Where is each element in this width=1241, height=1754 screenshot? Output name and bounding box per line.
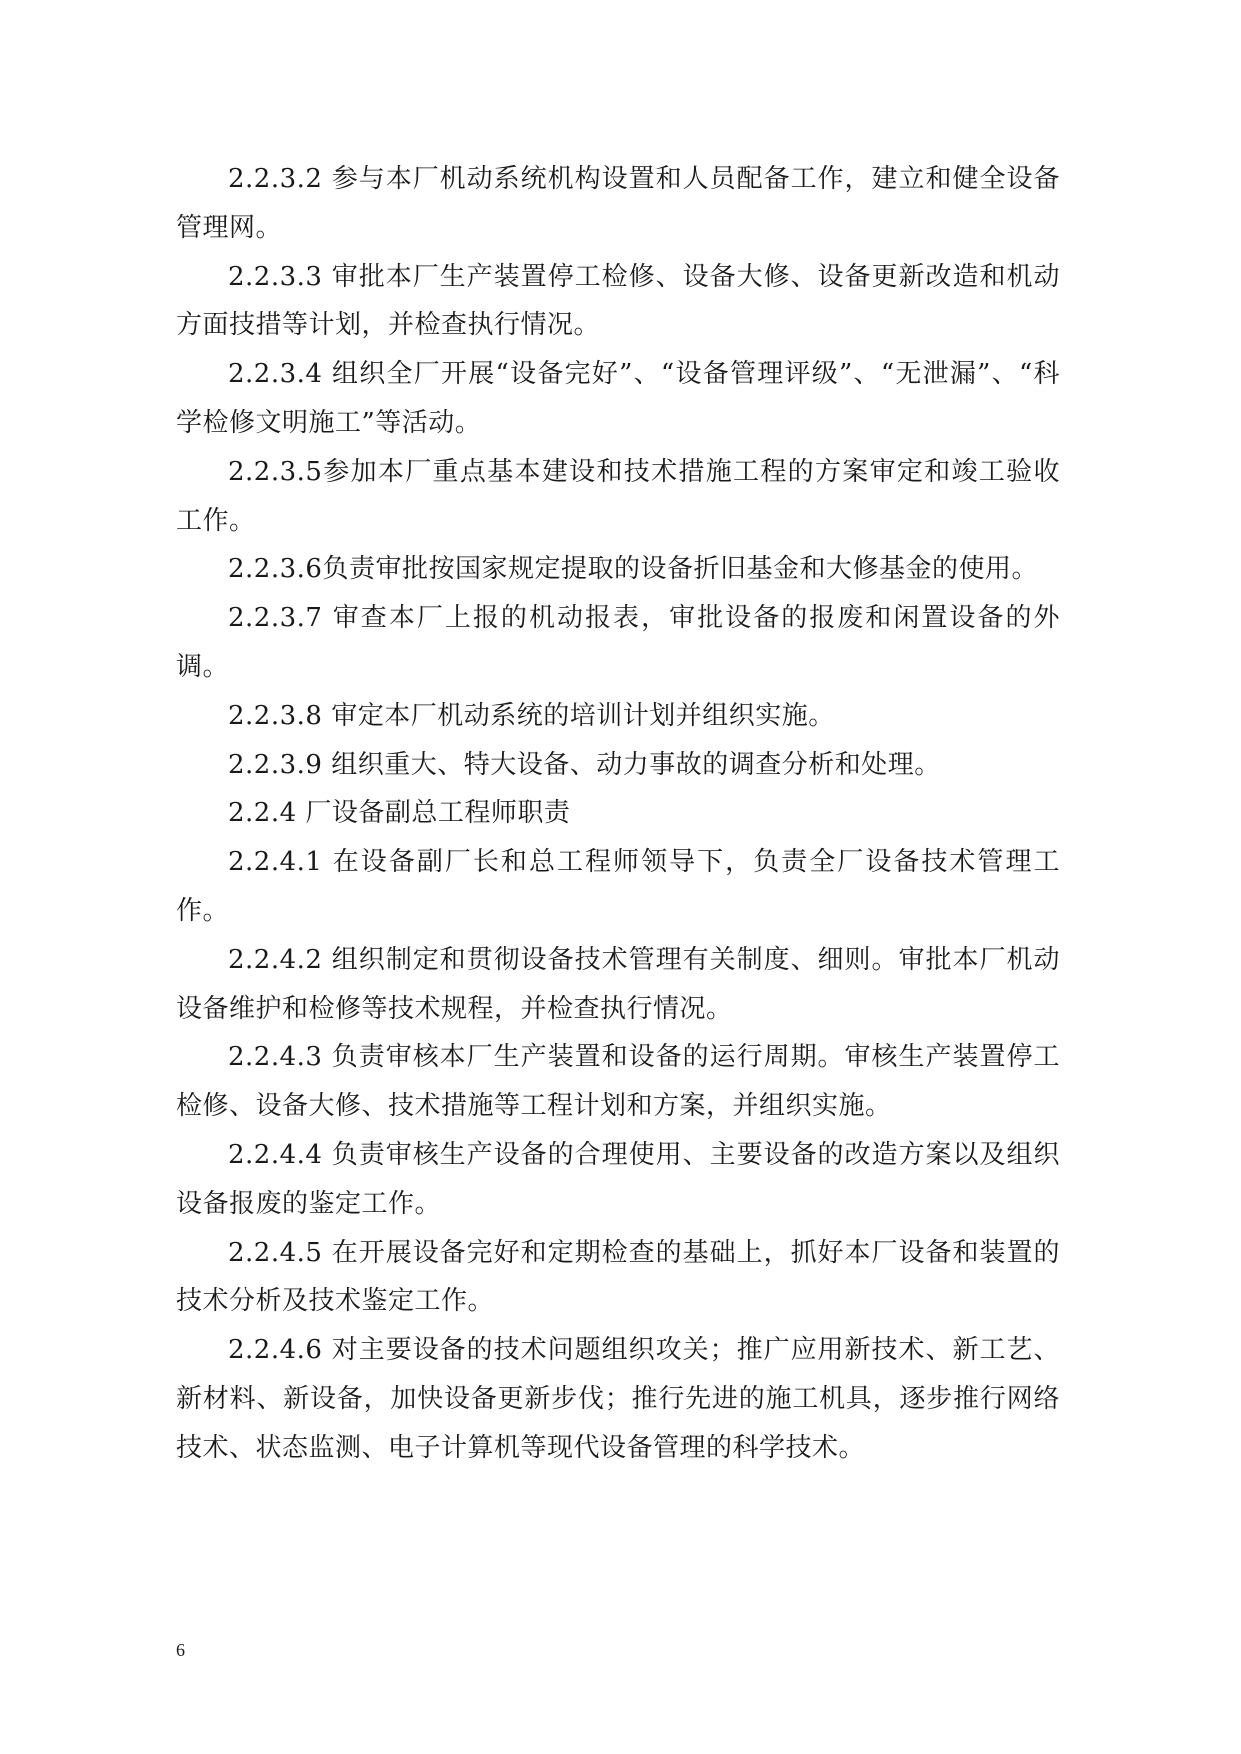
paragraph-2-2-4-2: 2.2.4.2 组织制定和贯彻设备技术管理有关制度、细则。审批本厂机动设备维护和检修等技术规程，并检查执行情况。 (176, 944, 1060, 1024)
paragraph-2-2-3-8: 2.2.3.8 审定本厂机动系统的培训计划并组织实施。 (228, 700, 835, 731)
paragraph-2-2-3-7: 2.2.3.7 审查本厂上报的机动报表，审批设备的报废和闲置设备的外调。 (176, 603, 1060, 682)
paragraph-2-2-3-5: 2.2.3.5参加本厂重点基本建设和技术措施工程的方案审定和竣工验收工作。 (176, 456, 1060, 536)
paragraph-2-2-3-9: 2.2.3.9 组织重大、特大设备、动力事故的调查分析和处理。 (228, 749, 941, 780)
section-heading-2-2-4: 2.2.4 厂设备副总工程师职责 (228, 798, 571, 829)
document-body (176, 155, 1060, 1473)
paragraph-2-2-4-4: 2.2.4.4 负责审核生产设备的合理使用、主要设备的改造方案以及组织设备报废的鉴定工作。 (176, 1139, 1060, 1219)
paragraph-2-2-4-1: 2.2.4.1 在设备副厂长和总工程师领导下，负责全厂设备技术管理工作。 (176, 847, 1060, 926)
paragraph-2-2-4-3: 2.2.4.3 负责审核本厂生产装置和设备的运行周期。审核生产装置停工检修、设备大修、技术措施等工程计划和方案，并组织实施。 (176, 1042, 1060, 1122)
paragraph-2-2-4-6: 2.2.4.6 对主要设备的技术问题组织攻关；推广应用新技术、新工艺、新材料、新设备，加快设备更新步伐；推行先进的施工机具，逐步推行网络技术、状态监测、电子计算机等现代设备管理的科学技术。 (176, 1335, 1060, 1463)
paragraph-2-2-4-5: 2.2.4.5 在开展设备完好和定期检查的基础上，抓好本厂设备和装置的技术分析及技术鉴定工作。 (176, 1237, 1060, 1317)
paragraph-2-2-3-2: 2.2.3.2 参与本厂机动系统机构设置和人员配备工作，建立和健全设备管理网。 (176, 164, 1060, 243)
page-number: 6 (176, 1640, 185, 1660)
paragraph-2-2-3-6: 2.2.3.6负责审批按国家规定提取的设备折旧基金和大修基金的使用。 (228, 554, 1038, 585)
paragraph-2-2-3-4: 2.2.3.4 组织全厂开展“设备完好”、“设备管理评级”、“无泄漏”、“科学检修文明施工”等活动。 (176, 359, 1060, 438)
paragraph-2-2-3-3: 2.2.3.3 审批本厂生产装置停工检修、设备大修、设备更新改造和机动方面技措等计划，并检查执行情况。 (176, 261, 1060, 341)
